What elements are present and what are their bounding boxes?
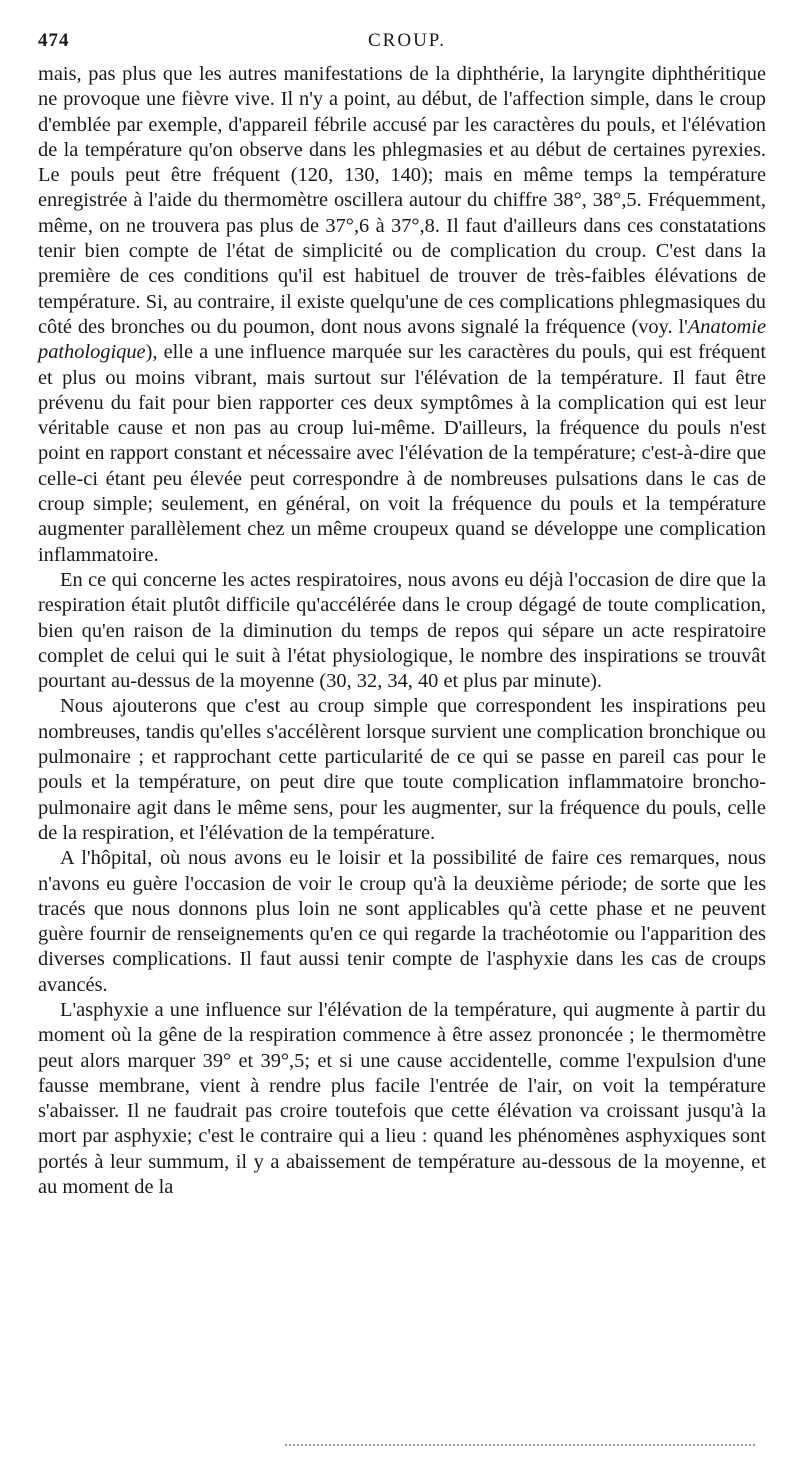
body-text [38,62,766,1200]
running-head [38,28,766,62]
paragraph-1 [38,62,766,568]
paragraph-2: En ce qui concerne les actes respiratoires, nous avons eu déjà l'occasion de dire que la respiration était plutôt difficile qu'accélérée dans le croup dégagé de toute complication, bien qu'en raison de la diminution du temps de repos qui sépare un acte respiratoire complet de celui qui le suit à l'état physiologique, le nombre des inspirations se trouvât pourtant au-dessus de la moyenne (30, 32, 34, 40 et plus par minute). [38,568,766,693]
paragraph-1-text-a: mais, pas plus que les autres manifestations de la diphthérie, la laryngite diphthéritique ne provoque une fièvre vive. Il n'y a point, au début, de l'affection simple, dans le croup d'emblée par exemple, d'appareil fébrile accusé par les caractères du pouls, et l'élévation de la température qu'on observe dans les phlegmasies et au début de certaines pyrexies. Le pouls peut être fréquent (120, 130, 140); mais en même temps la température enregistrée à l'aide du thermomètre oscillera autour du chiffre 38°, 38°,5. Fréquemment, même, on ne trouvera pas plus de 37°,6 à 37°,8. Il faut d'ailleurs dans ces constatations tenir bien compte de l'état de simplicité ou de complication du croup. C'est dans la première de ces conditions qu'il est habituel de trouver de très-faibles élévations de température. Si, au contraire, il existe quelqu'une de ces complications phlegmasiques du côté des bronches ou du poumon, dont nous avons signalé la fréquence (voy. l' [38,63,766,338]
paragraph-5: L'asphyxie a une influence sur l'élévation de la température, qui augmente à partir du moment où la gêne de la respiration commence à être assez prononcée ; le thermomètre peut alors marquer 39° et 39°,5; et si une cause accidentelle, comme l'expulsion d'une fausse membrane, vient à rendre plus facile l'entrée de l'air, on voit la température s'abaisser. Il ne faudrait pas croire toutefois que cette élévation va croissant jusqu'à la mort par asphyxie; c'est le contraire qui a lieu : quand les phénomènes asphyxiques sont portés à leur summum, il y a abaissement de température au-dessous de la moyenne, et au moment de la [38,998,766,1199]
running-title: CROUP. [368,30,446,51]
paragraph-3: Nous ajouterons que c'est au croup simple que correspondent les inspirations peu nombreuses, tandis qu'elles s'accélèrent lorsque survient une complication bronchique ou pulmonaire ; et rapprochant cette particularité de ce qui se passe en pareil cas pour le pouls et la température, on peut dire que toute complication inflammatoire broncho-pulmonaire agit dans le même sens, pour les augmenter, sur la fréquence du pouls, celle de la respiration, et l'élévation de la température. [38,695,766,844]
paragraph-4: A l'hôpital, où nous avons eu le loisir et la possibilité de faire ces remarques, nous n'avons eu guère l'occasion de voir le croup qu'à la deuxième période; de sorte que les tracés que nous donnons plus loin ne sont applicables qu'à cette phase et ne peuvent guère fournir de renseignements qu'en ce qui regarde la trachéotomie ou l'apparition des diverses complications. Il faut aussi tenir compte de l'asphyxie dans les cas de croups avancés. [38,847,766,996]
footer-dotted-rule [285,1444,755,1446]
book-page [38,28,766,1200]
page-number: 474 [38,30,70,51]
italic-reference: Anatomie pathologique [38,315,766,364]
paragraph-1-text-b: ), elle a une influence marquée sur les caractères du pouls, qui est fréquent et plus ou moins vibrant, mais surtout sur l'élévation de la température. Il faut être prévenu du fait pour bien rapporter ces deux symptômes à la complication qui est leur véritable cause et non pas au croup lui-même. D'ailleurs, la fréquence du pouls n'est point en rapport constant et nécessaire avec l'élévation de la température; c'est-à-dire que celle-ci étant peu élevée peut correspondre à de nombreuses pulsations dans le cas de croup simple; seulement, en général, on voit la fréquence du pouls et la température augmenter parallèlement chez un même croupeux quand se développe une complication inflammatoire. [38,341,766,566]
